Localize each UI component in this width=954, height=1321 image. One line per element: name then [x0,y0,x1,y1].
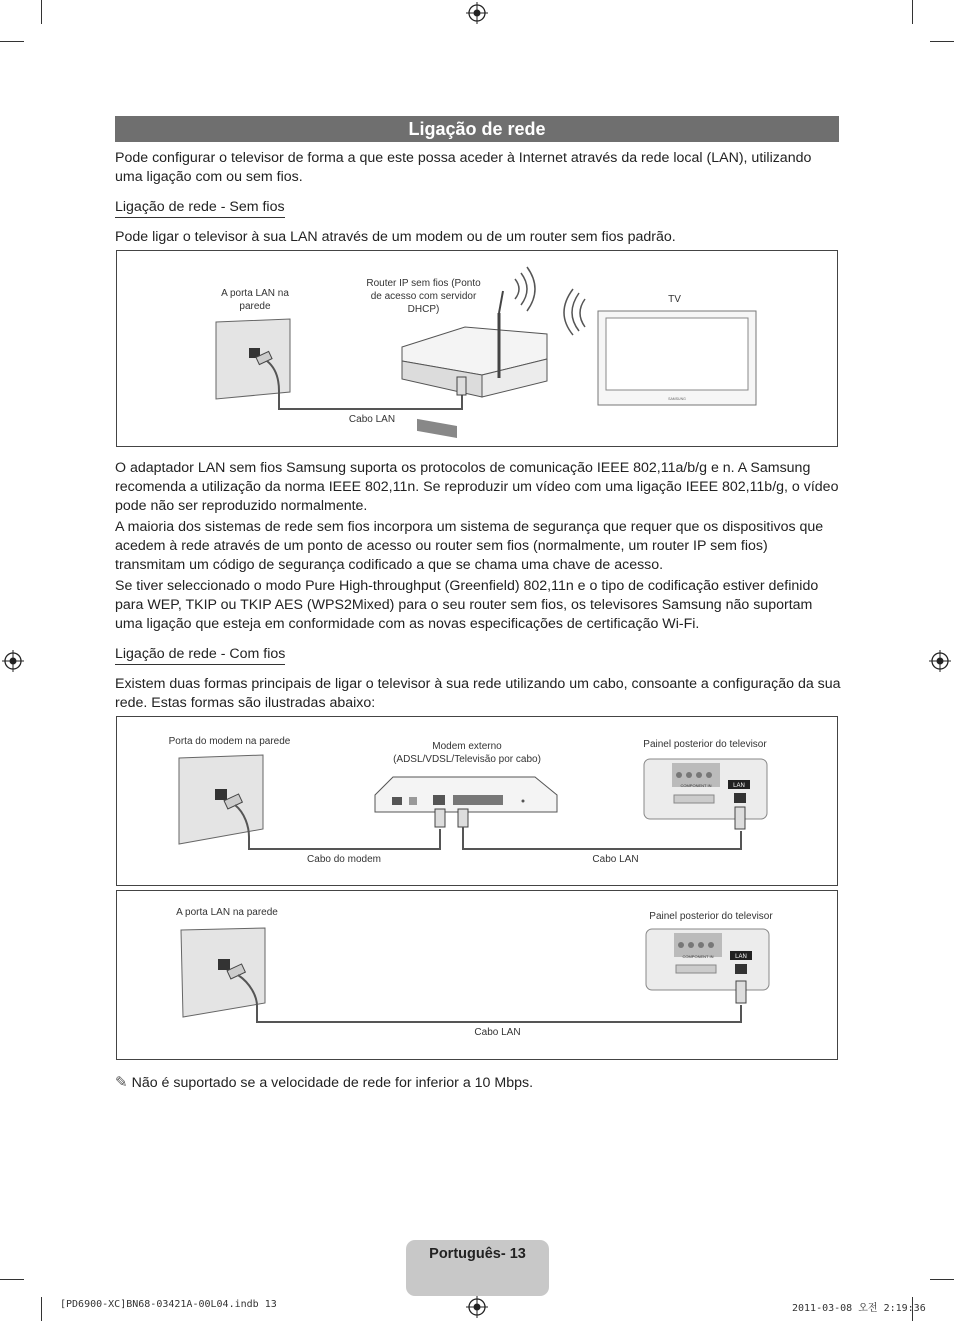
registration-mark-icon [466,1296,488,1318]
modem-plug-out [435,809,445,827]
wireless-para-3: Se tiver seleccionado o modo Pure High-throughput (Greenfield) 802,11n e o tipo de codificação estiver definido para WEP, TKIP ou TKIP AES (WPS2Mixed) para o seu router sem fios, os televisores Samsung não suportam uma ligação que esteja em conformidade com as novas especificações de certificação Wi-Fi. [115,578,819,633]
wall-port-label: A porta LAN na parede [221,288,289,312]
modem-body [375,777,557,812]
panel-label: Painel posterior do televisor [649,911,773,922]
lan-badge-text: LAN [733,783,745,789]
wireless-para-2: A maioria dos sistemas de rede sem fios incorpora um sistema de segurança que requer que os dispositivos que acedem à rede através de um ponto de acesso ou router sem fios (normalmente, um router IP sem fios) transmitam um código de segurança codificado a que se chama uma chave de acesso. [115,519,824,574]
wired-diagram-wall [116,890,838,1060]
wireless-para-1: O adaptador LAN sem fios Samsung suporta os protocolos de comunicação IEEE 802,11a/b/g e n. A Samsung recomenda a utilização da norma IEEE 802,11n. Se reproduzir um vídeo com uma ligação IEEE 802,11b/g, o vídeo pode não ser reproduzido normalmente. [115,460,839,515]
modem-label: Modem externo (ADSL/VDSL/Televisão por cabo) [393,741,541,765]
wireless-heading: Ligação de rede - Sem fios [115,199,285,218]
crop-mark [0,1279,24,1280]
component-text: COMPONENT IN [682,954,714,959]
note [115,1073,533,1091]
crop-mark [930,1279,954,1280]
pencil-icon: ✎ [115,1073,128,1091]
intro-paragraph: Pode configurar o televisor de forma a que este possa aceder à Internet através da rede local (LAN), utilizando uma ligação com ou sem fios. [115,150,812,186]
lan-plug-tv [735,807,745,829]
lan-plug-tv [736,981,746,1003]
wired-diagram-modem [116,716,838,886]
wall-port [218,959,230,970]
wired-heading: Ligação de rede - Com fios [115,646,285,665]
wired-text: Existem duas formas principais de ligar o televisor à sua rede utilizando um cabo, consoante a configuração da sua rede. Estas formas são ilustradas abaixo: [115,676,841,712]
lan-badge-text: LAN [735,954,747,960]
registration-mark-icon [466,2,488,24]
page-number-tab: Português- 13 [406,1240,549,1296]
tv-label: TV [668,294,681,305]
tv-brand: SAMSUNG [668,397,686,401]
tv-screen [606,318,748,390]
component-text: COMPONENT IN [680,783,712,788]
wireless-text: Pode ligar o televisor à sua LAN através de um modem ou de um router sem fios padrão. [115,229,676,245]
cable-lan-label: Cabo LAN [474,1027,521,1038]
note-text: Não é suportado se a velocidade de rede for inferior a 10 Mbps. [131,1075,534,1091]
lan-plug-modem [458,809,468,827]
wireless-diagram [116,250,838,447]
crop-mark [930,41,954,42]
router-label: Router IP sem fios (Ponto de acesso com servidor DHCP) [366,278,481,315]
tv-lan-port [734,793,746,803]
wall-port-label: A porta LAN na parede [176,907,278,918]
crop-mark [41,0,42,24]
wall-port-label: Porta do modem na parede [168,736,291,747]
crop-mark [912,0,913,24]
wall-plate [181,928,265,1017]
registration-mark-icon [2,650,24,672]
registration-mark-icon [929,650,951,672]
crop-mark [41,1297,42,1321]
lan-cable [463,827,741,849]
cable-modem-label: Cabo do modem [307,854,381,865]
footer-date: 2011-03-08 오전 2:19:36 [792,1303,926,1314]
router-plug [457,377,466,395]
footer-file: [PD6900-XC]BN68-03421A-00L04.indb 13 [60,1299,277,1310]
panel-label: Painel posterior do televisor [643,739,767,750]
page-title: Ligação de rede [115,116,839,142]
cable-lan-label: Cabo LAN [592,854,639,865]
wall-port [215,789,227,800]
crop-mark [0,41,24,42]
tv-lan-port [735,964,747,974]
cable-label: Cabo LAN [348,414,396,425]
